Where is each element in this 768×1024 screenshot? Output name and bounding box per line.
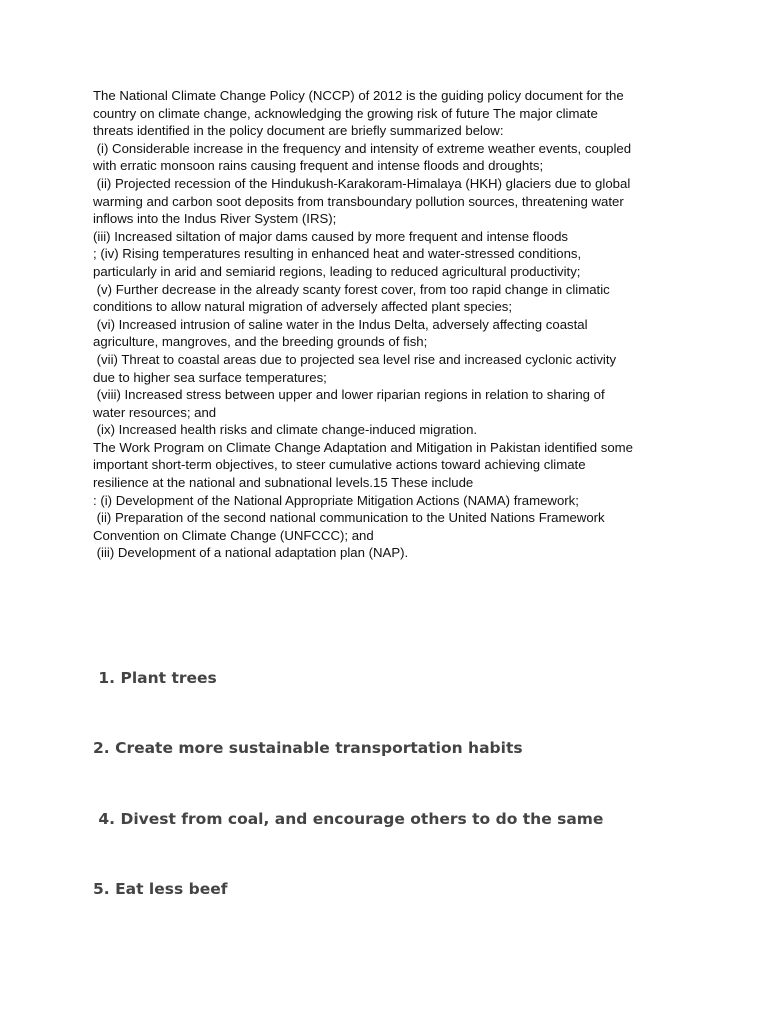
text-line: (i) Considerable increase in the frequency and intensity of extreme weather events, coupled <box>93 140 632 156</box>
text-line: The Work Program on Climate Change Adaptation and Mitigation in Pakistan identified some <box>93 439 634 455</box>
text-line: (ix) Increased health risks and climate change-induced migration. <box>93 422 478 438</box>
text-line: water resources; and <box>93 404 217 420</box>
text-line: ; (iv) Rising temperatures resulting in enhanced heat and water-stressed conditions, <box>93 246 582 262</box>
text-line: : (i) Development of the National Appropriate Mitigation Actions (NAMA) framework; <box>93 492 579 508</box>
text-line: (viii) Increased stress between upper and lower riparian regions in relation to sharing of <box>93 387 605 403</box>
text-line: (ii) Projected recession of the Hindukush-Karakoram-Himalaya (HKH) glaciers due to global <box>93 175 631 191</box>
text-line: inflows into the Indus River System (IRS); <box>93 211 337 227</box>
text-line: resilience at the national and subnational levels.15 These include <box>93 475 474 491</box>
text-line: conditions to allow natural migration of adversely affected plant species; <box>93 299 513 315</box>
text-line: country on climate change, acknowledging the growing risk of future The major climate <box>93 105 598 121</box>
text-line: (vi) Increased intrusion of saline water in the Indus Delta, adversely affecting coastal <box>93 316 588 332</box>
text-line: (v) Further decrease in the already scanty forest cover, from too rapid change in climatic <box>93 281 610 297</box>
heading-eat-less-beef: 5. Eat less beef <box>93 880 228 898</box>
policy-text <box>93 87 693 562</box>
text-line: (iii) Increased siltation of major dams caused by more frequent and intense floods <box>93 228 568 244</box>
text-line: with erratic monsoon rains causing frequent and intense floods and droughts; <box>93 158 544 174</box>
text-line: (vii) Threat to coastal areas due to projected sea level rise and increased cyclonic activity <box>93 351 617 367</box>
text-line: (iii) Development of a national adaptation plan (NAP). <box>93 545 409 561</box>
text-line: particularly in arid and semiarid regions, leading to reduced agricultural productivity; <box>93 263 581 279</box>
heading-divest-from-coal: 4. Divest from coal, and encourage others to do the same <box>93 810 604 828</box>
heading-plant-trees: 1. Plant trees <box>93 669 217 687</box>
text-line: Convention on Climate Change (UNFCCC); and <box>93 527 374 543</box>
text-line: agriculture, mangroves, and the breeding grounds of fish; <box>93 334 428 350</box>
text-line: important short-term objectives, to steer cumulative actions toward achieving climate <box>93 457 586 473</box>
text-line: due to higher sea surface temperatures; <box>93 369 327 385</box>
text-line: warming and carbon soot deposits from transboundary pollution sources, threatening water <box>93 193 624 209</box>
text-line: threats identified in the policy document are briefly summarized below: <box>93 123 504 139</box>
text-line: (ii) Preparation of the second national communication to the United Nations Framework <box>93 510 605 526</box>
text-line: The National Climate Change Policy (NCCP) of 2012 is the guiding policy document for the <box>93 88 624 103</box>
heading-sustainable-transportation: 2. Create more sustainable transportation habits <box>93 739 523 757</box>
